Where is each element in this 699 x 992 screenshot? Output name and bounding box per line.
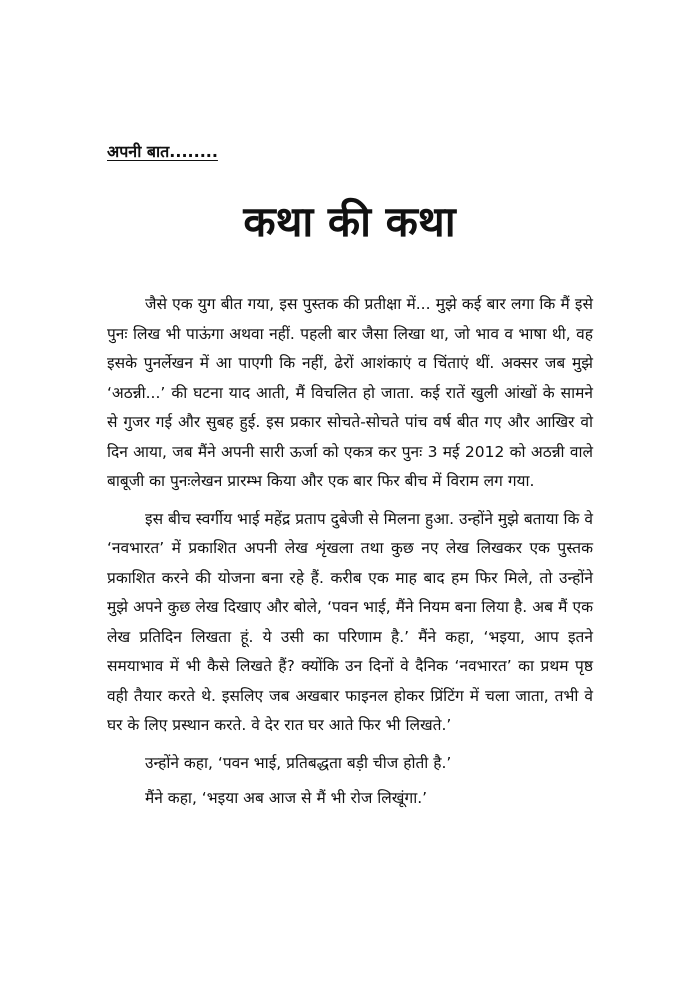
body-text — [107, 290, 593, 820]
section-label: अपनी बात........ — [107, 142, 218, 161]
paragraph-2: इस बीच स्वर्गीय भाई महेंद्र प्रताप दुबेजी से मिलना हुआ. उन्होंने मुझे बताया कि वे ‘नवभारत’ में प्रकाशित अपनी लेख शृंखला तथा कुछ नए लेख लिखकर एक पुस्तक प्रकाशित करने की योजना बना रहे हैं. करीब एक माह बाद हम फिर मिले, तो उन्होंने मुझे अपने कुछ लेख दिखाए और बोले, ‘पवन भाई, मैंने नियम बना लिया है. अब मैं एक लेख प्रतिदिन लिखता हूं. ये उसी का परिणाम है.’ मैंने कहा, ‘भइया, आप इतने समयाभाव में भी कैसे लिखते हैं? क्योंकि उन दिनों वे दैनिक ‘नवभारत’ का प्रथम पृष्ठ वही तैयार करते थे. इसलिए जब अखबार फाइनल होकर प्रिंटिंग में चला जाता, तभी वे घर के लिए प्रस्थान करते. वे देर रात घर आते फिर भी लिखते.’ — [107, 509, 593, 734]
paragraph-1: जैसे एक युग बीत गया, इस पुस्तक की प्रतीक्षा में... मुझे कई बार लगा कि मैं इसे पुनः लिख भी पाऊंगा अथवा नहीं. पहली बार जैसा लिखा था, जो भाव व भाषा थी, वह इसके पुनर्लेखन में आ पाएगी कि नहीं, ढेरों आशंकाएं व चिंताएं थीं. अक्सर जब मुझे ‘अठन्नी...’ की घटना याद आती, मैं विचलित हो जाता. कई रातें खुली आंखों के सामने से गुजर गई और सुबह हुई. इस प्रकार सोचते-सोचते पांच वर्ष बीत गए और आखिर वो दिन आया, जब मैंने अपनी सारी ऊर्जा को एकत्र कर पुनः 3 मई 2012 को अठन्नी वाले बाबूजी का पुनःलेखन प्रारम्भ किया और एक बार फिर बीच में विराम लग गया. — [107, 295, 593, 490]
page-title: कथा की कथा — [243, 197, 456, 246]
paragraph-3: उन्होंने कहा, ‘पवन भाई, प्रतिबद्धता बड़ी चीज होती है.’ — [145, 753, 452, 772]
paragraph-4: मैंने कहा, ‘भइया अब आज से मैं भी रोज लिखूंगा.’ — [145, 789, 428, 807]
